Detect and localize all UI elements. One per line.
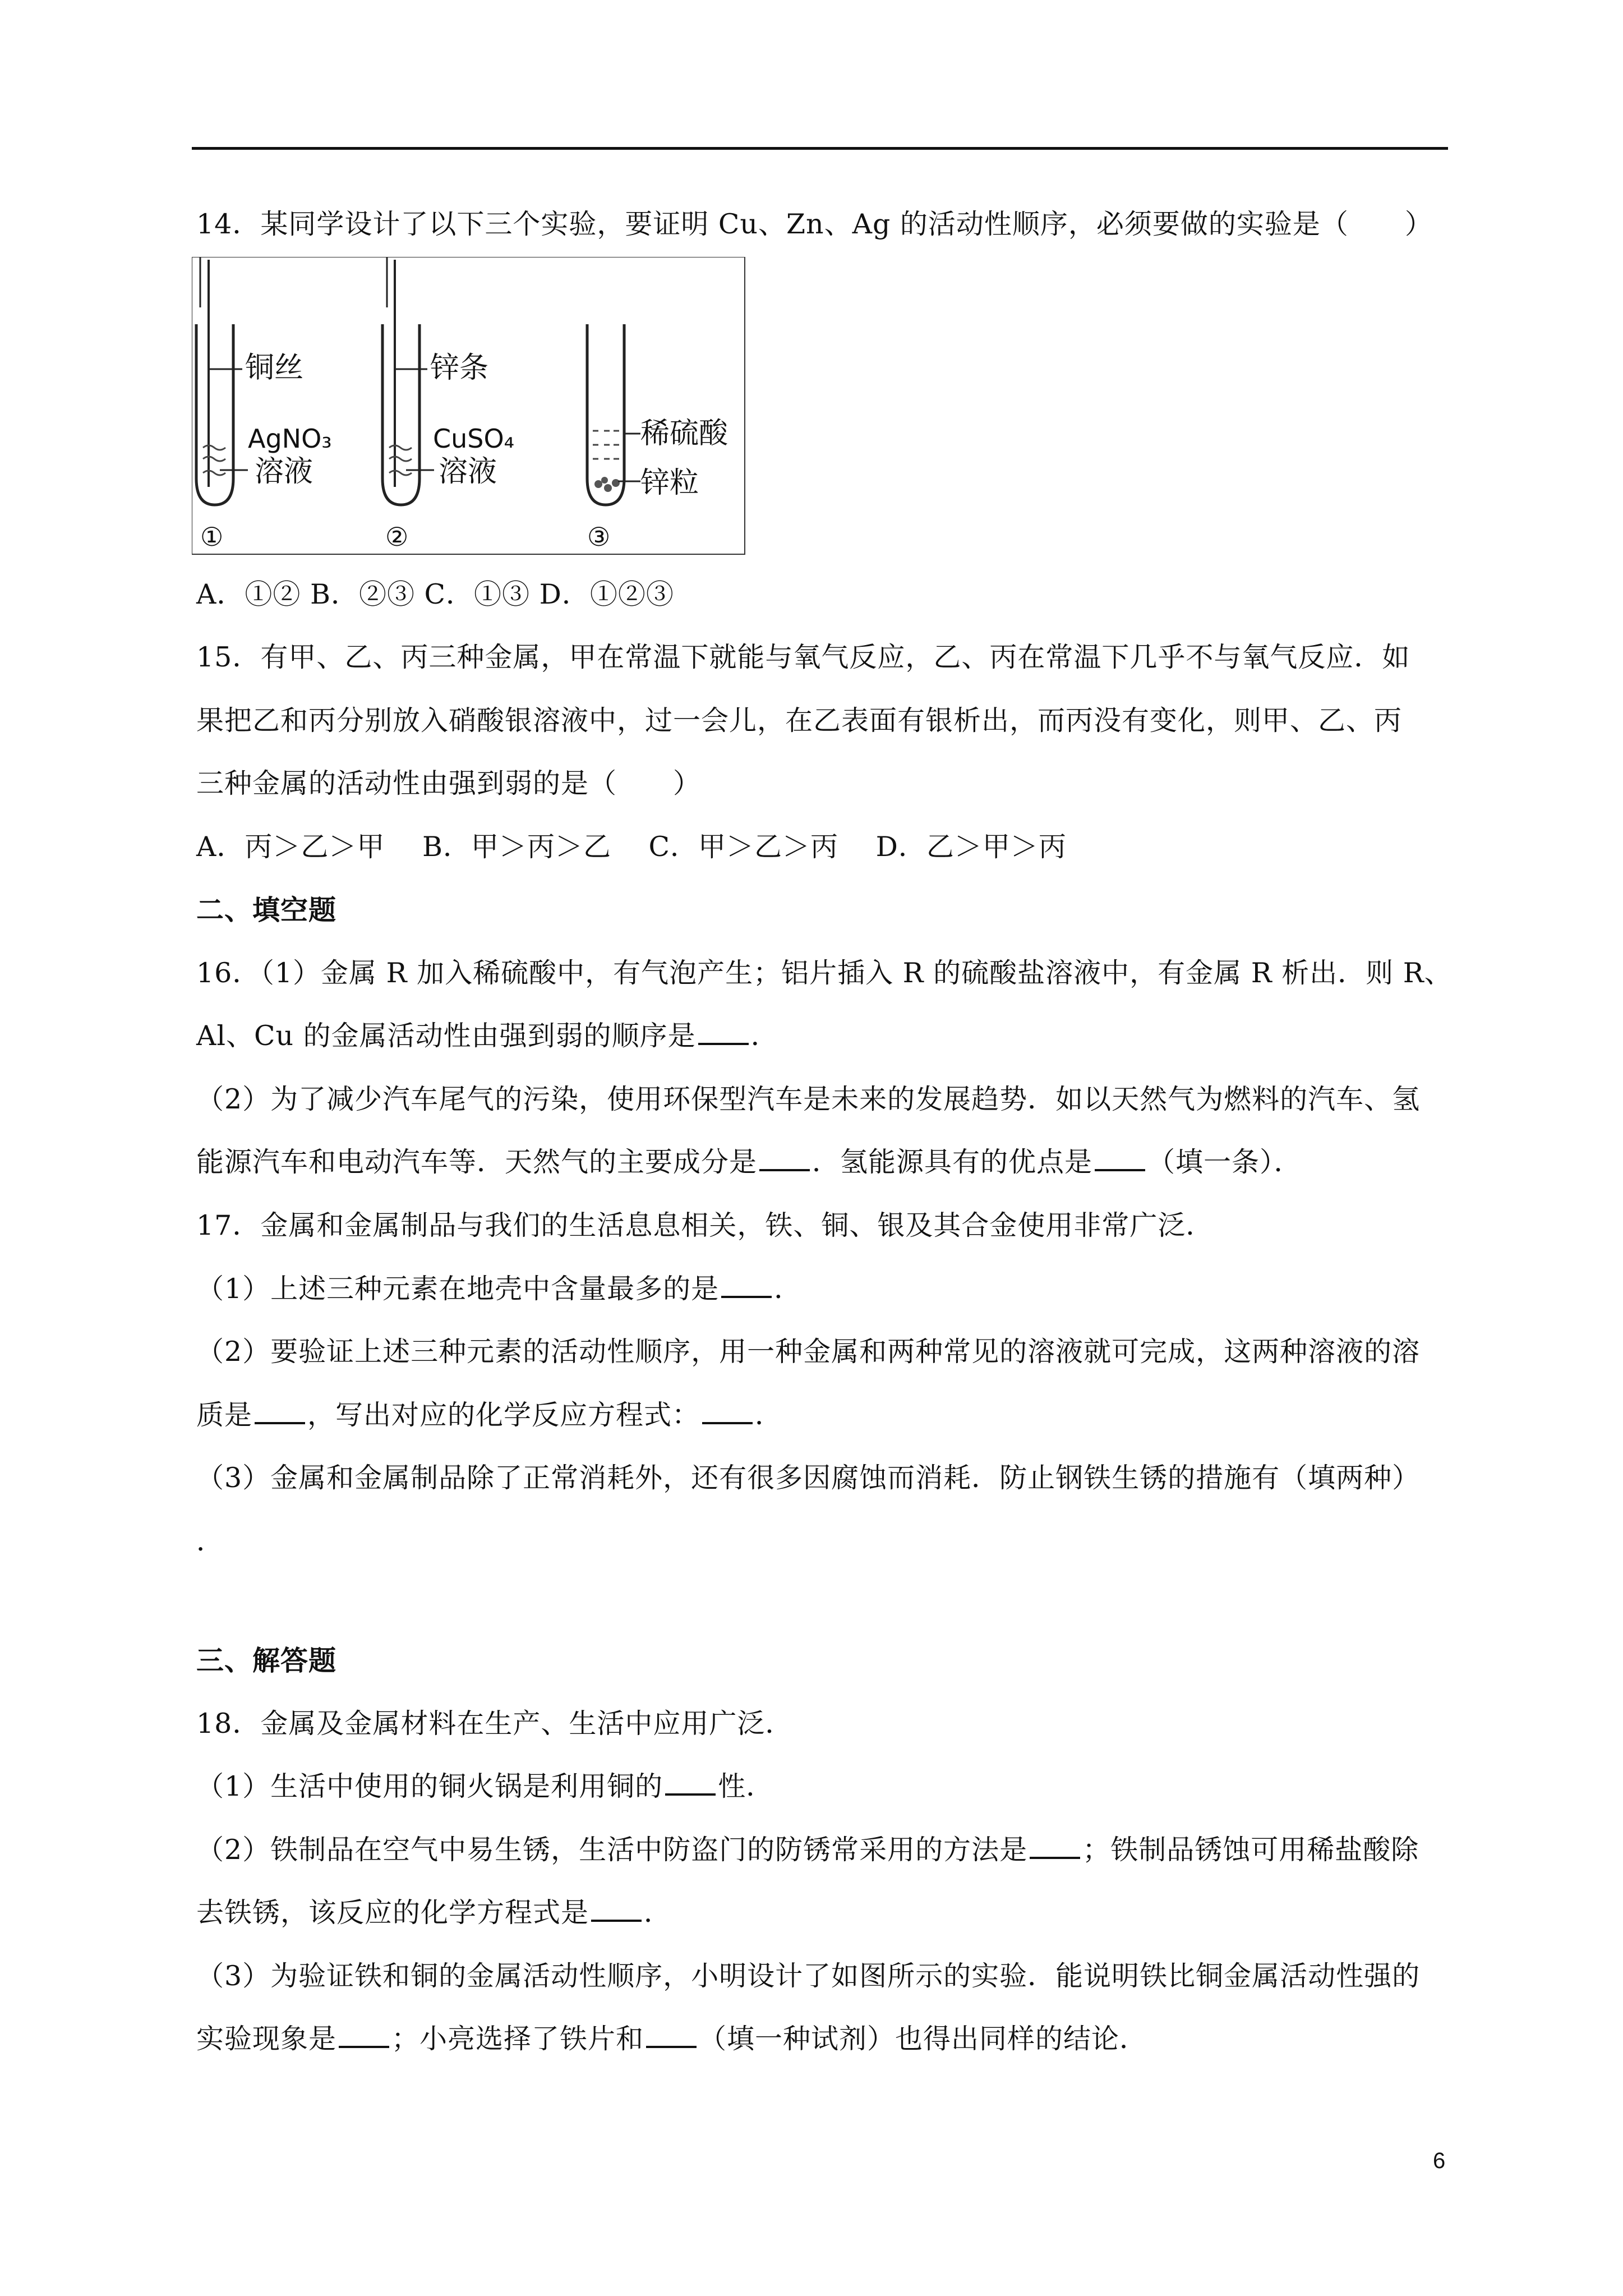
test-tube-2 (382, 257, 514, 552)
q16-line1: 16．（1）金属 R 加入稀硫酸中，有气泡产生；铝片插入 R 的硫酸盐溶液中，有金属 R 析出．则 R、 (196, 957, 1453, 989)
tube2-number: ② (385, 522, 409, 552)
page-number: 6 (1433, 2148, 1446, 2173)
tube1-solution-label: AgNO₃ (248, 424, 332, 454)
q18-line1: 18．金属及金属材料在生产、生活中应用广泛． (196, 1708, 794, 1740)
q18-line3: （2）铁制品在空气中易生锈，生活中防盗门的防锈常采用的方法是 ；铁制品锈蚀可用稀盐酸除 (196, 1834, 1419, 1866)
q15-line1: 15．有甲、乙、丙三种金属，甲在常温下就能与氧气反应，乙、丙在常温下几乎不与氧气反应．如 (196, 641, 1410, 673)
q17-line4: 质是 ，写出对应的化学反应方程式： ． (196, 1399, 783, 1431)
tube3-number: ③ (587, 522, 611, 552)
q18-line2: （1）生活中使用的铜火锅是利用铜的 性． (196, 1770, 774, 1802)
answer-blank (665, 1771, 716, 1796)
tube3-liquid-label: 稀硫酸 (640, 417, 728, 450)
tube3-solid-label: 锌粒 (640, 466, 699, 500)
q16-line3: （2）为了减少汽车尾气的污染，使用环保型汽车是未来的发展趋势．如以天然气为燃料的汽车、氢 (196, 1083, 1421, 1115)
answer-blank (646, 2023, 697, 2048)
q18-line6: 实验现象是 ；小亮选择了铁片和 （填一种试剂）也得出同样的结论． (196, 2023, 1148, 2055)
tube1-number: ① (200, 522, 224, 552)
q17-line2: （1）上述三种元素在地壳中含量最多的是 ． (196, 1273, 803, 1305)
tube1-wire-label: 铜丝 (245, 351, 304, 385)
q15-options: A．丙＞乙＞甲 B．甲＞丙＞乙 C．甲＞乙＞丙 D．乙＞甲＞丙 (196, 831, 1067, 863)
tube2-solution-label: CuSO₄ (433, 424, 515, 454)
q17-line1: 17．金属和金属制品与我们的生活息息相关，铁、铜、银及其合金使用非常广泛． (196, 1209, 1214, 1241)
q18-line4: 去铁锈，该反应的化学方程式是 ． (196, 1897, 672, 1929)
test-tubes-diagram (192, 257, 753, 561)
answer-blank (721, 1273, 772, 1298)
q15-line2: 果把乙和丙分别放入硝酸银溶液中，过一会儿，在乙表面有银析出，而丙没有变化，则甲、乙、丙 (196, 705, 1403, 737)
figure-border (192, 257, 745, 554)
answer-blank (591, 1897, 642, 1922)
answer-blank (702, 1400, 753, 1424)
q18-line5: （3）为验证铁和铜的金属活动性顺序，小明设计了如图所示的实验．能说明铁比铜金属活动性强的 (196, 1960, 1421, 1992)
q17-line6: ． (196, 1525, 225, 1557)
answer-blank (339, 2023, 389, 2048)
test-tube-1 (196, 257, 332, 552)
tube2-solution-label-2: 溶液 (439, 455, 497, 489)
q16-line4: 能源汽车和电动汽车等．天然气的主要成分是 ．氢能源具有的优点是 （填一条）． (196, 1146, 1302, 1178)
q15-line3: 三种金属的活动性由强到弱的是（ ） (196, 767, 702, 799)
test-tube-3 (587, 324, 728, 552)
q14-figure (192, 257, 753, 561)
q14-stem: 14．某同学设计了以下三个实验，要证明 Cu、Zn、Ag 的活动性顺序，必须要做的实验是（ ） (196, 208, 1433, 240)
answer-blank (759, 1147, 810, 1171)
header-rule (192, 147, 1448, 150)
answer-blank (255, 1400, 305, 1424)
q14-options: A．①② B．②③ C．①③ D．①②③ (196, 578, 674, 610)
tube1-solution-label-2: 溶液 (255, 455, 313, 489)
answer-blank (698, 1020, 749, 1045)
tube2-wire-label: 锌条 (430, 351, 489, 385)
section-3-heading: 三、解答题 (196, 1644, 337, 1677)
q16-line2: Al、Cu 的金属活动性由强到弱的顺序是 ． (196, 1020, 779, 1052)
q17-line5: （3）金属和金属制品除了正常消耗外，还有很多因腐蚀而消耗．防止钢铁生锈的措施有（填两种） (196, 1462, 1421, 1494)
section-2-heading: 二、填空题 (196, 894, 337, 926)
q17-line3: （2）要验证上述三种元素的活动性顺序，用一种金属和两种常见的溶液就可完成，这两种溶液的溶 (196, 1336, 1421, 1368)
answer-blank (1095, 1147, 1145, 1171)
answer-blank (1030, 1834, 1080, 1859)
